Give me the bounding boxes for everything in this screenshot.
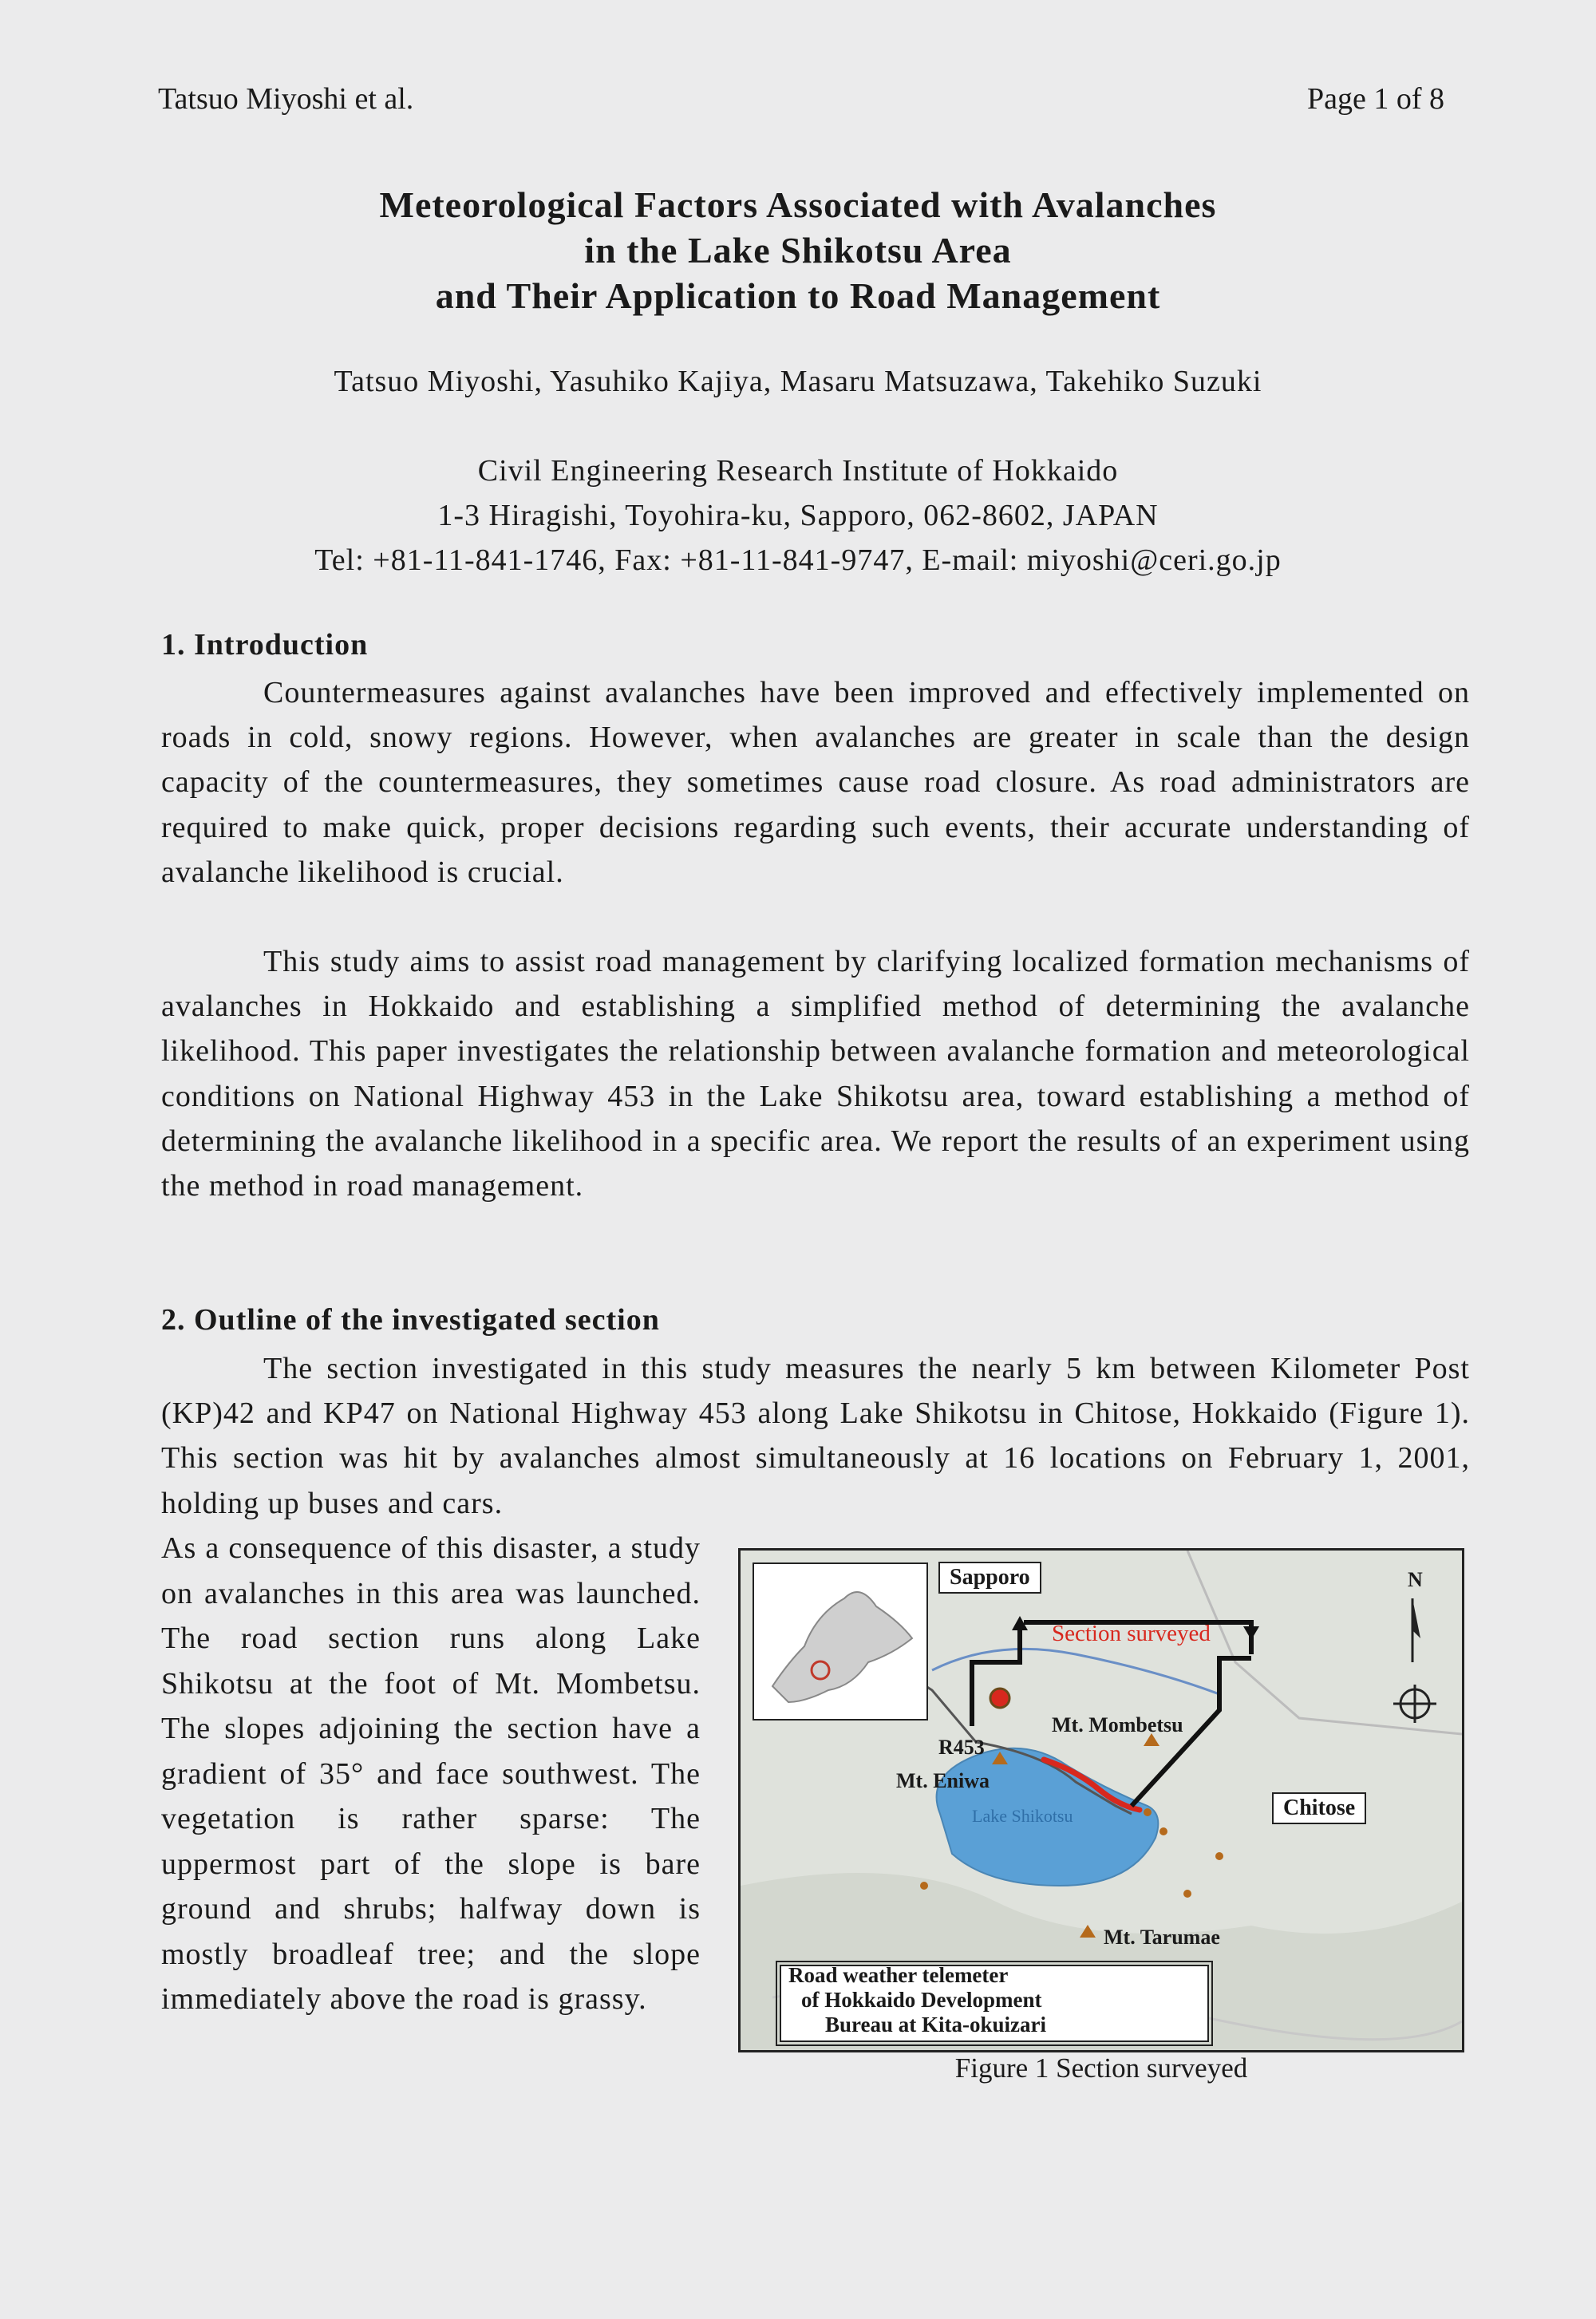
affiliation-address: 1-3 Hiragishi, Toyohira-ku, Sapporo, 062-8602, JAPAN	[437, 499, 1159, 532]
label-mt-tarumae: Mt. Tarumae	[1104, 1926, 1220, 1949]
section-2-paragraph-1-continued: As a consequence of this disaster, a study on avalanches in this area was launched. The road section runs along Lake Shikotsu at the foot of Mt. Mombetsu. The slopes adjoining the section have a gradient of 35° and face southwest. The vegetation is rather sparse: The uppermost part of the slope is bare ground and shrubs; halfway down is mostly broadleaf tree; and the slope immediately above the road is grassy.	[161, 1531, 701, 2016]
label-mt-eniwa: Mt. Eniwa	[896, 1769, 990, 1792]
title-line-3: and Their Application to Road Management	[435, 275, 1161, 316]
paper-title	[0, 182, 1596, 318]
section-1-paragraph-1	[161, 670, 1470, 895]
label-section-surveyed: Section surveyed	[1052, 1621, 1211, 1646]
label-chitose: Chitose	[1272, 1792, 1366, 1824]
telemeter-location-marker	[990, 1689, 1009, 1708]
label-lake-shikotsu: Lake Shikotsu	[972, 1806, 1073, 1826]
label-telemeter	[788, 1963, 1046, 2037]
section-1-heading: 1. Introduction	[161, 628, 369, 662]
title-line-1: Meteorological Factors Associated with Avalanches	[379, 184, 1217, 225]
label-telemeter-line-3: Bureau at Kita-okuizari	[825, 2013, 1047, 2037]
affiliation-institute: Civil Engineering Research Institute of Hokkaido	[477, 454, 1119, 488]
section-2-paragraph-1-text: The section investigated in this study measures the nearly 5 km between Kilometer Post (KP)42 and KP47 on National Highway 453 along Lake Shikotsu in Chitose, Hokkaido (Figure 1). This section was hit by avalanches almost simultaneously at 16 locations on February 1, 2001, holding up buses and cars.	[161, 1352, 1470, 1520]
section-1-paragraph-2	[161, 939, 1470, 1208]
section-1-paragraph-2-text: This study aims to assist road management by clarifying localized formation mechanisms of avalanches in Hokkaido and establishing a simplified method of determining the avalanche likelihood. This paper investigates the relationship between avalanche formation and meteorological conditions on National Highway 453 in the Lake Shikotsu area, toward establishing a method of determining the avalanche likelihood in a specific area. We report the results of an experiment using the method in road management.	[161, 945, 1470, 1203]
author-list: Tatsuo Miyoshi, Yasuhiko Kajiya, Masaru Matsuzawa, Takehiko Suzuki	[334, 365, 1262, 398]
title-line-2: in the Lake Shikotsu Area	[584, 230, 1012, 271]
page-number: Page 1 of 8	[1306, 82, 1444, 116]
figure-1-map	[738, 1548, 1464, 2052]
section-2-paragraph-1	[161, 1346, 1470, 1526]
label-telemeter-line-2: of Hokkaido Development	[801, 1988, 1042, 2012]
affiliation	[0, 448, 1596, 583]
affiliation-contact: Tel: +81-11-841-1746, Fax: +81-11-841-9747, E-mail: miyoshi@ceri.go.jp	[314, 543, 1282, 577]
label-sapporo: Sapporo	[938, 1562, 1041, 1594]
running-header-author: Tatsuo Miyoshi et al.	[158, 82, 414, 116]
section-2-heading: 2. Outline of the investigated section	[161, 1303, 660, 1337]
label-mt-mombetsu: Mt. Mombetsu	[1052, 1713, 1183, 1736]
label-north: N	[1408, 1568, 1423, 1591]
section-1-paragraph-1-text: Countermeasures against avalanches have been improved and effectively implemented on roads in cold, snowy regions. However, when avalanches are greater in scale than the design capacity of the countermeasures, they sometimes cause road closure. As road administrators are required to make quick, proper decisions regarding such events, their accurate understanding of avalanche likelihood is crucial.	[161, 676, 1470, 889]
label-telemeter-line-1: Road weather telemeter	[788, 1963, 1009, 1987]
label-r453: R453	[938, 1736, 985, 1759]
figure-1-caption: Figure 1 Section surveyed	[954, 2052, 1248, 2084]
